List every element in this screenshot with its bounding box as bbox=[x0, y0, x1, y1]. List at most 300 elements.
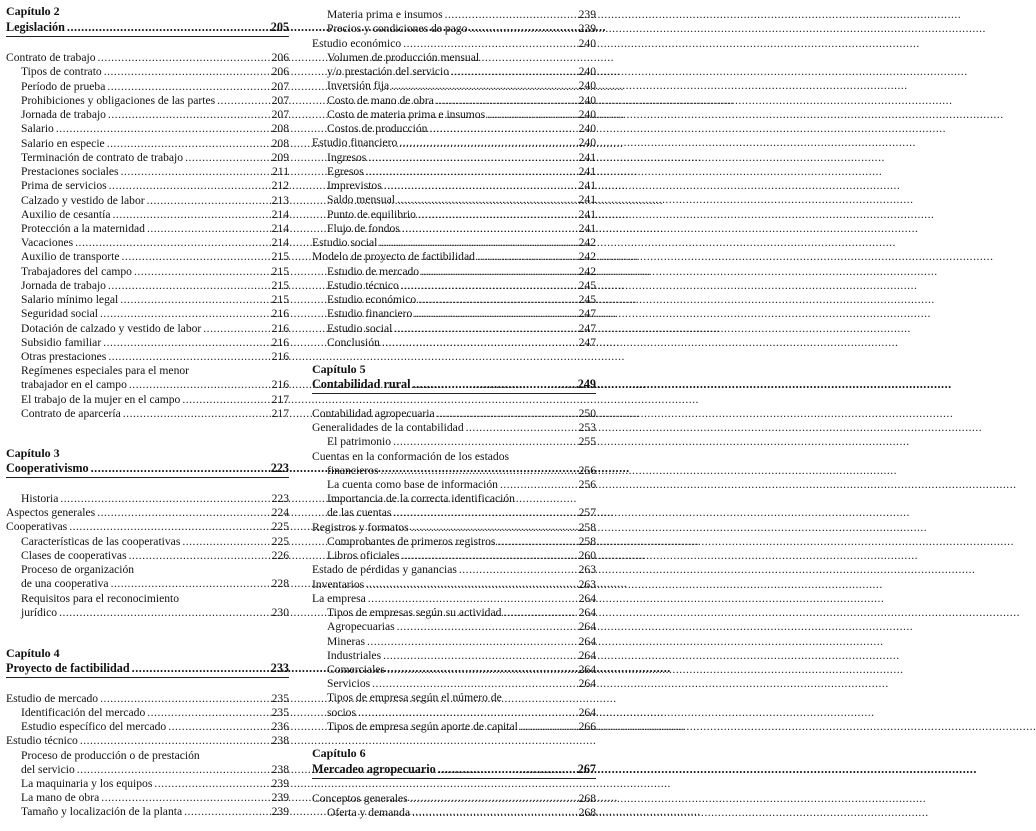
toc-entry-registros-y-formatos bbox=[312, 520, 596, 534]
toc-page-number: 242 bbox=[578, 236, 596, 249]
toc-entry-caracteristicas-de-las-cooperativas bbox=[6, 534, 289, 548]
toc-page-number: 268 bbox=[578, 806, 596, 819]
toc-entry-modelo-de-proyecto-de-factibilidad bbox=[312, 249, 596, 263]
toc-entry-label: Estudio económico bbox=[312, 37, 402, 50]
toc-entry-calzado-y-vestido-de-labor bbox=[6, 193, 289, 207]
toc-page-number: 264 bbox=[578, 706, 596, 719]
dot-leader bbox=[500, 478, 572, 491]
toc-entry-financieros bbox=[312, 463, 596, 477]
dot-leader bbox=[429, 122, 572, 135]
toc-entry-generalidades-de-la-contabilidad bbox=[312, 420, 596, 434]
toc-page-number: 226 bbox=[271, 549, 289, 562]
toc-page-number: 230 bbox=[271, 606, 289, 619]
chapter-title-entry bbox=[6, 20, 289, 34]
dot-leader bbox=[414, 307, 572, 320]
toc-entry-estudio-de-mercado bbox=[6, 691, 289, 705]
toc-entry-label: Subsidio familiar bbox=[21, 336, 102, 349]
dot-leader bbox=[91, 462, 265, 475]
dot-leader bbox=[147, 194, 265, 207]
toc-page-number: 240 bbox=[578, 122, 596, 135]
toc-entry-label: Registros y formatos bbox=[312, 521, 409, 534]
toc-page-number: 225 bbox=[271, 520, 289, 533]
chapter-rule bbox=[312, 778, 596, 779]
toc-page-number: 242 bbox=[578, 265, 596, 278]
toc-entry-estudio-especifico-del-mercado bbox=[6, 719, 289, 733]
toc-page-number: 241 bbox=[578, 165, 596, 178]
toc-entry-estudio-social bbox=[312, 321, 596, 335]
dot-leader bbox=[497, 535, 572, 548]
chapter-title-entry bbox=[312, 377, 596, 391]
toc-entry-label: Vacaciones bbox=[21, 236, 74, 249]
toc-page-number: 260 bbox=[578, 549, 596, 562]
toc-page-number: 235 bbox=[271, 706, 289, 719]
dot-leader bbox=[383, 649, 572, 662]
toc-page-number: 228 bbox=[271, 577, 289, 590]
toc-entry-label: Trabajadores del campo bbox=[21, 265, 132, 278]
toc-page-number: 206 bbox=[271, 51, 289, 64]
toc-entry-tipos-de-empresas-segun-su-actividad bbox=[312, 605, 596, 619]
toc-entry-cuentas-en-la-conformacion-de-los-estados bbox=[312, 449, 596, 463]
toc-page-number: 207 bbox=[271, 94, 289, 107]
toc-entry-proteccion-a-la-maternidad bbox=[6, 221, 289, 235]
toc-entry-estudio-social bbox=[312, 235, 596, 249]
dot-leader bbox=[402, 222, 572, 235]
toc-entry-auxilio-de-cesantia bbox=[6, 207, 289, 221]
toc-page-number: 223 bbox=[270, 461, 289, 475]
toc-page-number: 256 bbox=[578, 478, 596, 491]
toc-entry-label: Calzado y vestido de labor bbox=[21, 194, 145, 207]
toc-entry-label: Ingresos bbox=[327, 151, 367, 164]
dot-leader bbox=[469, 22, 572, 35]
toc-entry-vacaciones bbox=[6, 235, 289, 249]
dot-leader bbox=[418, 208, 572, 221]
dot-leader bbox=[397, 620, 572, 633]
toc-entry-inventarios bbox=[312, 577, 596, 591]
dot-leader bbox=[477, 250, 572, 263]
toc-entry-label: Prima de servicios bbox=[21, 179, 107, 192]
toc-entry-label: Punto de equilibrio bbox=[327, 208, 416, 221]
toc-page-number: 256 bbox=[578, 464, 596, 477]
toc-entry-label: Proceso de producción o de prestación bbox=[21, 749, 200, 762]
toc-entry-libros-oficiales bbox=[312, 548, 596, 562]
toc-entry-estudio-economico bbox=[312, 36, 596, 50]
toc-entry-tamano-y-localizacion-de-la-planta bbox=[6, 804, 289, 818]
chapter-title-entry bbox=[6, 661, 289, 675]
toc-entry-label: Conclusión bbox=[327, 336, 380, 349]
dot-leader bbox=[413, 378, 572, 391]
toc-entry-costo-de-materia-prima-e-insumos bbox=[312, 107, 596, 121]
dot-leader bbox=[67, 21, 265, 34]
toc-page-number: 247 bbox=[578, 322, 596, 335]
toc-page-number: 247 bbox=[578, 336, 596, 349]
dot-leader bbox=[129, 378, 265, 391]
toc-entry-label: Tipos de empresas según su actividad bbox=[327, 606, 502, 619]
toc-entry-el-trabajo-de-la-mujer-en-el-campo bbox=[6, 392, 289, 406]
dot-leader bbox=[459, 563, 572, 576]
toc-entry-label: Estudio social bbox=[312, 236, 378, 249]
toc-entry-y-o-prestacion-del-servicio bbox=[312, 64, 596, 78]
dot-leader bbox=[100, 692, 265, 705]
toc-page-number: 212 bbox=[271, 179, 289, 192]
toc-entry-salario-minimo-legal bbox=[6, 292, 289, 306]
toc-entry-label: Características de las cooperativas bbox=[21, 535, 181, 548]
toc-entry-dotacion-de-calzado-y-vestido-de-labor bbox=[6, 321, 289, 335]
toc-page-number: 213 bbox=[271, 194, 289, 207]
dot-leader bbox=[437, 407, 572, 420]
toc-page-number: 240 bbox=[578, 37, 596, 50]
toc-entry-label: Tipos de contrato bbox=[21, 65, 102, 78]
toc-page-number: 249 bbox=[577, 377, 596, 391]
dot-leader bbox=[384, 179, 572, 192]
toc-entry-label: Precios y condiciones de pago bbox=[327, 22, 468, 35]
toc-entry-label: Clases de cooperativas bbox=[21, 549, 127, 562]
toc-page-number: 215 bbox=[271, 250, 289, 263]
toc-entry-label: Jornada de trabajo bbox=[21, 279, 106, 292]
dot-leader bbox=[98, 51, 265, 64]
dot-leader bbox=[397, 193, 572, 206]
chapter-heading bbox=[312, 746, 596, 760]
toc-entry-label: y/o prestación del servicio bbox=[327, 65, 450, 78]
toc-page-number: 241 bbox=[578, 208, 596, 221]
toc-entry-label: Cooperativismo bbox=[6, 461, 89, 475]
toc-entry-label: Regímenes especiales para el menor bbox=[21, 364, 190, 377]
toc-entry-imprevistos bbox=[312, 178, 596, 192]
toc-entry-estudio-de-mercado bbox=[312, 264, 596, 278]
dot-leader bbox=[184, 805, 265, 818]
toc-entry-label: del servicio bbox=[21, 763, 75, 776]
dot-leader bbox=[393, 506, 572, 519]
dot-leader bbox=[451, 65, 572, 78]
toc-entry-estudio-tecnico bbox=[312, 278, 596, 292]
toc-entry-label: El patrimonio bbox=[327, 435, 392, 448]
toc-entry-conclusion bbox=[312, 335, 596, 349]
toc-entry-label: La cuenta como base de información bbox=[327, 478, 498, 491]
toc-entry-volumen-de-produccion-mensual bbox=[312, 50, 596, 64]
toc-entry-tipos-de-empresa-segun-el-numero-de bbox=[312, 690, 596, 704]
dot-leader bbox=[147, 706, 265, 719]
dot-leader bbox=[410, 792, 572, 805]
toc-page-number: 264 bbox=[578, 635, 596, 648]
toc-page-number: 217 bbox=[271, 393, 289, 406]
toc-entry-servicios bbox=[312, 676, 596, 690]
toc-page-number: 258 bbox=[578, 535, 596, 548]
toc-entry-label: Tipos de empresa según aporte de capital bbox=[327, 720, 518, 733]
dot-leader bbox=[109, 179, 265, 192]
toc-entry-requisitos-para-el-reconocimiento bbox=[6, 591, 289, 605]
dot-leader bbox=[382, 336, 572, 349]
toc-entry-label: Auxilio de transporte bbox=[21, 250, 120, 263]
toc-page-number: 215 bbox=[271, 265, 289, 278]
toc-entry-label: Generalidades de la contabilidad bbox=[312, 421, 464, 434]
toc-entry-label: Capítulo 6 bbox=[312, 746, 366, 760]
toc-entry-label: Contabilidad rural bbox=[312, 377, 411, 391]
toc-entry-jornada-de-trabajo bbox=[6, 278, 289, 292]
toc-entry-socios bbox=[312, 705, 596, 719]
toc-entry-label: Prestaciones sociales bbox=[21, 165, 119, 178]
toc-entry-inversion-fija bbox=[312, 78, 596, 92]
toc-page-number: 257 bbox=[578, 506, 596, 519]
dot-leader bbox=[100, 307, 265, 320]
toc-page-number: 215 bbox=[271, 279, 289, 292]
toc-page-number: 241 bbox=[578, 222, 596, 235]
chapter-rule bbox=[6, 36, 289, 37]
toc-entry-otras-prestaciones bbox=[6, 349, 289, 363]
toc-page-number: 207 bbox=[271, 108, 289, 121]
toc-page-number: 245 bbox=[578, 293, 596, 306]
dot-leader bbox=[107, 137, 265, 150]
toc-page-number: 255 bbox=[578, 435, 596, 448]
toc-entry-tipos-de-empresa-segun-aporte-de-capital bbox=[312, 719, 596, 733]
toc-entry-comprobantes-de-primeros-registros bbox=[312, 534, 596, 548]
toc-page-number: 223 bbox=[271, 492, 289, 505]
dot-leader bbox=[403, 37, 572, 50]
dot-leader bbox=[412, 806, 572, 819]
dot-leader bbox=[182, 393, 265, 406]
toc-page-number: 238 bbox=[271, 734, 289, 747]
dot-leader bbox=[399, 136, 572, 149]
toc-page-number: 216 bbox=[271, 350, 289, 363]
toc-entry-label: Prohibiciones y obligaciones de las partes bbox=[21, 94, 216, 107]
toc-entry-trabajadores-del-campo bbox=[6, 264, 289, 278]
dot-leader bbox=[368, 151, 572, 164]
toc-page-number: 216 bbox=[271, 322, 289, 335]
toc-entry-juridico bbox=[6, 605, 289, 619]
toc-entry-materia-prima-e-insumos bbox=[312, 7, 596, 21]
toc-entry-label: trabajador en el campo bbox=[21, 378, 127, 391]
toc-entry-la-maquinaria-y-los-equipos bbox=[6, 776, 289, 790]
toc-entry-label: Estudio social bbox=[327, 322, 393, 335]
toc-entry-label: Servicios bbox=[327, 677, 371, 690]
dot-leader bbox=[107, 80, 265, 93]
toc-page-number: 216 bbox=[271, 336, 289, 349]
toc-page-number: 268 bbox=[578, 792, 596, 805]
dot-leader bbox=[108, 108, 265, 121]
toc-entry-de-una-cooperativa bbox=[6, 576, 289, 590]
chapter-rule bbox=[6, 477, 289, 478]
toc-page-number: 205 bbox=[270, 20, 289, 34]
toc-entry-mineras bbox=[312, 634, 596, 648]
toc-entry-label: jurídico bbox=[21, 606, 58, 619]
toc-entry-label: Capítulo 3 bbox=[6, 446, 60, 460]
toc-entry-label: Terminación de contrato de trabajo bbox=[21, 151, 184, 164]
toc-page-number: 240 bbox=[578, 94, 596, 107]
toc-entry-costo-de-mano-de-obra bbox=[312, 93, 596, 107]
toc-page-number: 209 bbox=[271, 151, 289, 164]
toc-page-number: 241 bbox=[578, 151, 596, 164]
toc-entry-label: Capítulo 2 bbox=[6, 4, 60, 18]
toc-entry-prestaciones-sociales bbox=[6, 164, 289, 178]
dot-leader bbox=[113, 208, 265, 221]
dot-leader bbox=[69, 520, 265, 533]
dot-leader bbox=[381, 464, 572, 477]
toc-entry-label: Salario bbox=[21, 122, 54, 135]
toc-entry-label: Cooperativas bbox=[6, 520, 68, 533]
toc-entry-egresos bbox=[312, 164, 596, 178]
toc-entry-label: Importancia de la correcta identificación bbox=[327, 492, 515, 505]
toc-page-number: 253 bbox=[578, 421, 596, 434]
toc-entry-agropecuarias bbox=[312, 619, 596, 633]
toc-entry-auxilio-de-transporte bbox=[6, 249, 289, 263]
toc-page-number: 263 bbox=[578, 578, 596, 591]
dot-leader bbox=[436, 94, 572, 107]
toc-page-number: 266 bbox=[578, 720, 596, 733]
chapter-heading bbox=[6, 4, 289, 18]
dot-leader bbox=[368, 592, 572, 605]
toc-entry-prima-de-servicios bbox=[6, 178, 289, 192]
dot-leader bbox=[111, 577, 265, 590]
toc-entry-label: Estudio económico bbox=[327, 293, 417, 306]
dot-leader bbox=[418, 293, 572, 306]
dot-leader bbox=[394, 322, 572, 335]
toc-page-number: 247 bbox=[578, 307, 596, 320]
toc-entry-salario bbox=[6, 121, 289, 135]
toc-page-number: 264 bbox=[578, 663, 596, 676]
toc-entry-terminacion-de-contrato-de-trabajo bbox=[6, 150, 289, 164]
toc-entry-clases-de-cooperativas bbox=[6, 548, 289, 562]
toc-entry-subsidio-familiar bbox=[6, 335, 289, 349]
dot-leader bbox=[182, 535, 265, 548]
dot-leader bbox=[132, 662, 265, 675]
toc-entry-seguridad-social bbox=[6, 306, 289, 320]
toc-entry-contrato-de-aparceria bbox=[6, 406, 289, 420]
toc-entry-jornada-de-trabajo bbox=[6, 107, 289, 121]
toc-entry-la-cuenta-como-base-de-informacion bbox=[312, 477, 596, 491]
dot-leader bbox=[59, 606, 265, 619]
toc-entry-label: Estudio específico del mercado bbox=[21, 720, 167, 733]
toc-entry-contabilidad-agropecuaria bbox=[312, 406, 596, 420]
chapter-title-entry bbox=[6, 461, 289, 475]
dot-leader bbox=[75, 236, 265, 249]
toc-page-number: 264 bbox=[578, 677, 596, 690]
toc-entry-label: Jornada de trabajo bbox=[21, 108, 106, 121]
toc-page-number: 217 bbox=[271, 407, 289, 420]
toc-page-number: 236 bbox=[271, 720, 289, 733]
toc-entry-industriales bbox=[312, 648, 596, 662]
toc-page-number: 238 bbox=[271, 763, 289, 776]
toc-entry-label: de una cooperativa bbox=[21, 577, 109, 590]
toc-entry-estado-de-perdidas-y-ganancias bbox=[312, 562, 596, 576]
toc-entry-label: Requisitos para el reconocimiento bbox=[21, 592, 180, 605]
toc-page-number: 264 bbox=[578, 606, 596, 619]
dot-leader bbox=[80, 734, 265, 747]
toc-page-number: 235 bbox=[271, 692, 289, 705]
dot-leader bbox=[366, 165, 572, 178]
toc-entry-label: Estudio técnico bbox=[6, 734, 78, 747]
toc-page-number: 208 bbox=[271, 122, 289, 135]
toc-entry-label: Protección a la maternidad bbox=[21, 222, 145, 235]
toc-page-number: 241 bbox=[578, 179, 596, 192]
dot-leader bbox=[185, 151, 265, 164]
dot-leader bbox=[217, 94, 265, 107]
toc-entry-label: La empresa bbox=[312, 592, 366, 605]
toc-entry-cooperativas bbox=[6, 519, 289, 533]
toc-entry-label: Proceso de organización bbox=[21, 563, 135, 576]
toc-entry-label: Costos de producción bbox=[327, 122, 428, 135]
toc-entry-label: Libros oficiales bbox=[327, 549, 400, 562]
toc-entry-label: Salario en especie bbox=[21, 137, 105, 150]
toc-entry-label: Comprobantes de primeros registros bbox=[327, 535, 496, 548]
toc-entry-el-patrimonio bbox=[312, 434, 596, 448]
toc-page-number: 240 bbox=[578, 108, 596, 121]
dot-leader bbox=[97, 506, 265, 519]
dot-leader bbox=[391, 79, 572, 92]
toc-entry-label: La mano de obra bbox=[21, 791, 100, 804]
toc-page-number: 241 bbox=[578, 193, 596, 206]
dot-leader bbox=[487, 108, 572, 121]
toc-entry-estudio-financiero bbox=[312, 135, 596, 149]
toc-entry-conceptos-generales bbox=[312, 791, 596, 805]
dot-leader bbox=[379, 236, 572, 249]
dot-leader bbox=[367, 635, 572, 648]
toc-entry-label: Proyecto de factibilidad bbox=[6, 661, 130, 675]
toc-entry-label: Estudio financiero bbox=[312, 136, 398, 149]
toc-page-number: 264 bbox=[578, 649, 596, 662]
toc-entry-trabajador-en-el-campo bbox=[6, 377, 289, 391]
toc-page-number: 216 bbox=[271, 307, 289, 320]
dot-leader bbox=[438, 763, 572, 776]
toc-entry-label: Contrato de trabajo bbox=[6, 51, 96, 64]
dot-leader bbox=[103, 336, 265, 349]
chapter-heading bbox=[312, 362, 596, 376]
chapter-heading bbox=[6, 446, 289, 460]
toc-entry-label: Inversión fija bbox=[327, 79, 390, 92]
dot-leader bbox=[411, 521, 572, 534]
toc-entry-ingresos bbox=[312, 150, 596, 164]
toc-entry-label: Capítulo 5 bbox=[312, 362, 366, 376]
toc-entry-estudio-tecnico bbox=[6, 733, 289, 747]
toc-entry-label: Estado de pérdidas y ganancias bbox=[312, 563, 457, 576]
toc-entry-label: Estudio de mercado bbox=[327, 265, 420, 278]
dot-leader bbox=[108, 350, 265, 363]
toc-entry-proceso-de-produccion-o-de-prestacion bbox=[6, 748, 289, 762]
toc-entry-label: Costo de mano de obra bbox=[327, 94, 434, 107]
toc-entry-costos-de-produccion bbox=[312, 121, 596, 135]
toc-entry-label: Legislación bbox=[6, 20, 65, 34]
dot-leader bbox=[393, 435, 572, 448]
toc-entry-label: Capítulo 4 bbox=[6, 646, 60, 660]
toc-entry-label: Estudio financiero bbox=[327, 307, 413, 320]
dot-leader bbox=[129, 549, 265, 562]
toc-entry-label: Conceptos generales bbox=[312, 792, 408, 805]
toc-entry-estudio-economico bbox=[312, 292, 596, 306]
toc-page-number: 225 bbox=[271, 535, 289, 548]
toc-entry-label: Dotación de calzado y vestido de labor bbox=[21, 322, 202, 335]
toc-entry-label: Costo de materia prima e insumos bbox=[327, 108, 486, 121]
toc-page-number: 264 bbox=[578, 592, 596, 605]
toc-entry-label: Industriales bbox=[327, 649, 382, 662]
toc-page-number: 263 bbox=[578, 563, 596, 576]
dot-leader bbox=[154, 777, 265, 790]
toc-entry-importancia-de-la-correcta-identificacion bbox=[312, 491, 596, 505]
dot-leader bbox=[147, 222, 265, 235]
toc-page-number: 239 bbox=[578, 8, 596, 21]
toc-entry-label: Identificación del mercado bbox=[21, 706, 146, 719]
toc-page-number: 267 bbox=[577, 762, 596, 776]
dot-leader bbox=[123, 407, 265, 420]
toc-entry-periodo-de-prueba bbox=[6, 79, 289, 93]
toc-entry-label: Imprevistos bbox=[327, 179, 382, 192]
toc-page-number: 239 bbox=[271, 805, 289, 818]
toc-page-number: 242 bbox=[578, 250, 596, 263]
toc-page-number: 239 bbox=[271, 791, 289, 804]
toc-entry-tipos-de-contrato bbox=[6, 64, 289, 78]
toc-entry-label: Cuentas en la conformación de los estados bbox=[312, 450, 510, 463]
toc-entry-label: Flujo de fondos bbox=[327, 222, 400, 235]
dot-leader bbox=[203, 322, 265, 335]
dot-leader bbox=[168, 720, 265, 733]
dot-leader bbox=[520, 720, 572, 733]
toc-page-number: 264 bbox=[578, 620, 596, 633]
